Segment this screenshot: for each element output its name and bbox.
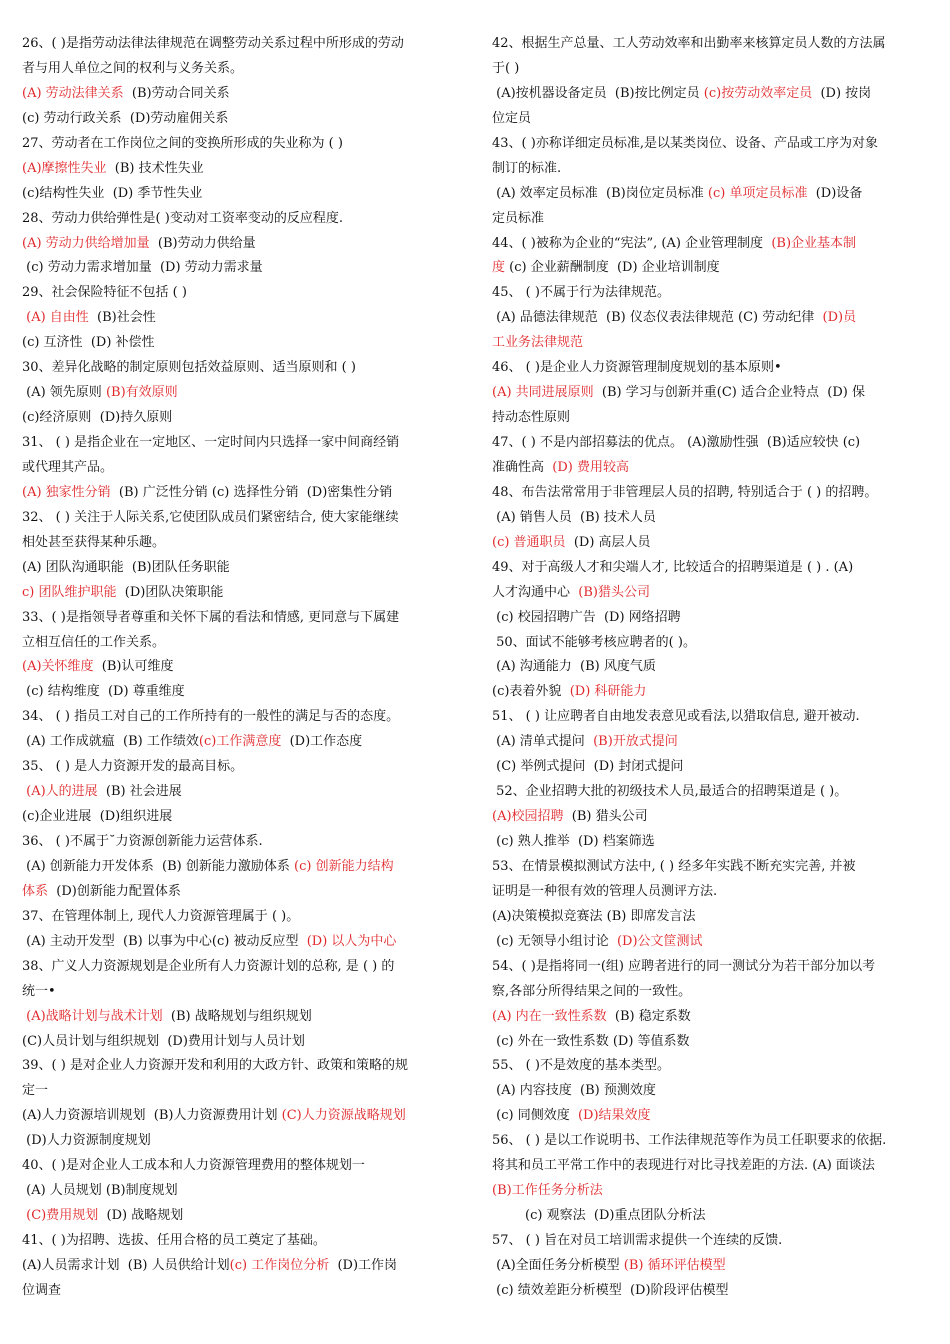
text-line	[492, 980, 932, 1005]
text-line	[492, 930, 932, 955]
text-line	[22, 556, 462, 581]
line-text: (D)人力资源制度规划	[22, 1133, 151, 1149]
line-text: (B) 战略规划与组织规划	[162, 1008, 312, 1024]
text-line	[492, 406, 932, 431]
line-text: 42、根据生产总量、工人劳动效率和出勤率来核算定员人数的方法属	[492, 36, 886, 51]
answer-text: (c) 普通职员	[492, 534, 566, 550]
answer-text: (B)工作任务分析法	[492, 1183, 603, 1199]
text-line	[492, 1054, 932, 1079]
text-line	[492, 780, 932, 805]
text-line	[22, 680, 462, 705]
left-column	[22, 32, 462, 1304]
line-text: 52、企业招聘大批的初级技术人员,最适合的招聘渠道是 ( )。	[492, 784, 848, 800]
answer-text: (A) 内在一致性系数	[492, 1008, 607, 1024]
line-text: (c) 绩效差距分析模型 (D)阶段评估模型	[492, 1282, 729, 1298]
text-line	[22, 606, 462, 631]
text-line	[22, 481, 462, 506]
text-line	[22, 930, 462, 955]
text-line	[22, 655, 462, 680]
text-line	[22, 855, 462, 880]
text-line	[22, 780, 462, 805]
line-text: (A) 内容技度 (B) 预测效度	[492, 1083, 656, 1099]
line-text: (A) 领先原则	[22, 385, 106, 401]
line-text: (B) 社会进展	[97, 784, 182, 800]
answer-text: (D)公文筐测试	[616, 933, 703, 949]
line-text: (c)结构性失业 (D) 季节性失业	[22, 185, 203, 201]
text-line	[492, 132, 932, 157]
line-text: (B) 学习与创新并重(C) 适合企业特点 (D) 保	[593, 385, 865, 401]
line-text: (C) 举例式提问 (D) 封闭式提问	[492, 759, 684, 775]
text-line	[22, 531, 462, 556]
text-line	[22, 1054, 462, 1079]
line-text: 45、 ( )不属于行为法律规范。	[492, 285, 670, 301]
text-line	[492, 581, 932, 606]
answer-text: (c) 工作岗位分析	[229, 1257, 330, 1273]
text-line	[22, 730, 462, 755]
line-text: (D)创新能力配置体系	[48, 883, 181, 899]
line-text: (c) 观察法 (D)重点团队分析法	[492, 1208, 706, 1224]
line-text: (c) 校园招聘广告 (D) 网络招聘	[492, 609, 681, 625]
line-text: 察,各部分所得结果之间的一致性。	[492, 983, 692, 999]
text-line	[492, 830, 932, 855]
text-line	[492, 107, 932, 132]
line-text: 29、社会保险特征不包括 ( )	[22, 285, 187, 301]
line-text: 定员标准	[492, 210, 545, 226]
line-text: 26、( )是指劳动法律法律规范在调整劳动关系过程中所形成的劳动	[22, 36, 404, 51]
text-line	[22, 1129, 462, 1154]
text-line	[492, 456, 932, 481]
line-text: 位调查	[22, 1282, 62, 1298]
answer-text: (A) 独家性分销	[22, 484, 111, 500]
text-line	[492, 1179, 932, 1204]
line-text: (B)劳动合同关系	[123, 85, 230, 101]
text-line	[492, 1129, 932, 1154]
text-line	[492, 556, 932, 581]
answer-text: (A) 劳动法律关系	[22, 85, 124, 101]
line-text: (A) 沟通能力 (B) 风度气质	[492, 659, 656, 675]
answer-text: (A) 劳动力供给增加量	[22, 235, 150, 251]
line-text: 32、 ( ) 关注于人际关系,它使团队成员们紧密结合, 使大家能继续	[22, 509, 399, 525]
text-line	[22, 1154, 462, 1179]
text-line	[492, 1254, 932, 1279]
text-line	[22, 705, 462, 730]
text-line	[22, 1005, 462, 1030]
answer-text: (C)费用规划	[22, 1208, 99, 1224]
line-text: (D) 战略规划	[98, 1208, 184, 1224]
text-line	[22, 107, 462, 132]
line-text: (c) 熟人推举 (D) 档案筛选	[492, 834, 655, 849]
line-text: (c)经济原则 (D)持久原则	[22, 410, 173, 426]
text-line	[22, 406, 462, 431]
text-line	[22, 905, 462, 930]
line-text: (A) 销售人员 (B) 技术人员	[492, 509, 656, 525]
line-text: 相处甚至获得某种乐趣。	[22, 534, 166, 550]
answer-text: (A) 共同进展原则	[492, 385, 594, 401]
answer-text: (B)有效原则	[105, 385, 178, 401]
text-line	[492, 256, 932, 281]
text-line	[492, 356, 932, 381]
line-text: (A) 工作成就瘟 (B) 工作绩效	[22, 734, 199, 750]
line-text: (B) 稳定系数	[606, 1008, 691, 1024]
line-text: 将其和员工平常工作中的表现进行对比寻找差距的方法. (A) 面谈法	[492, 1158, 875, 1174]
answer-text: (C)人力资源战略规划	[281, 1108, 406, 1124]
line-text: 28、劳动力供给弹性是( )变动对工资率变动的反应程度.	[22, 210, 343, 226]
line-text: (D)工作岗	[329, 1257, 398, 1273]
line-text: 27、劳动者在工作岗位之间的变换所形成的失业称为 ( )	[22, 135, 343, 151]
line-text: (A)人员需求计划 (B) 人员供给计划	[22, 1257, 230, 1273]
line-text: 56、 ( ) 是以工作说明书、工作法律规范等作为员工任职要求的依据.	[492, 1133, 887, 1149]
line-text: 50、面试不能够考核应聘者的( )。	[492, 634, 696, 650]
text-line	[22, 431, 462, 456]
line-text: (c) 劳动力需求增加量 (D) 劳动力需求量	[22, 260, 263, 276]
text-line	[492, 157, 932, 182]
text-line	[492, 331, 932, 356]
line-text: 55、 ( )不是效度的基本类型。	[492, 1058, 670, 1074]
answer-text: (D) 费用较高	[552, 459, 629, 475]
text-line	[492, 32, 932, 57]
text-line	[492, 57, 932, 82]
text-line	[492, 855, 932, 880]
text-line	[22, 1179, 462, 1204]
line-text: (D)团队决策职能	[116, 584, 224, 600]
answer-text: 体系	[22, 883, 49, 899]
text-line	[22, 331, 462, 356]
text-line	[492, 481, 932, 506]
line-text: (A) 人员规划 (B)制度规划	[22, 1183, 178, 1199]
text-line	[492, 606, 932, 631]
text-line	[22, 830, 462, 855]
text-line	[22, 381, 462, 406]
answer-text: (B)企业基本制	[771, 235, 857, 251]
line-text: (B)认可维度	[93, 659, 174, 675]
line-text: 者与用人单位之间的权利与义务关系。	[22, 60, 244, 76]
text-line	[492, 705, 932, 730]
text-line	[492, 381, 932, 406]
line-text: (A)人力资源培训规划 (B)人力资源费用计划	[22, 1108, 282, 1124]
line-text: 持动态性原则	[492, 410, 571, 426]
line-text: (c) 结构维度 (D) 尊重维度	[22, 684, 185, 700]
line-text: 立相互信任的工作关系。	[22, 634, 166, 650]
line-text: 40、( )是对企业人工成本和人力资源管理费用的整体规划一	[22, 1158, 365, 1174]
text-line	[22, 980, 462, 1005]
line-text: 38、广义人力资源规划是企业所有人力资源计划的总称, 是 ( ) 的	[22, 958, 395, 974]
line-text: 53、在情景模拟测试方法中, ( ) 经多年实践不断充实完善, 并被	[492, 858, 856, 874]
answer-text: (c) 创新能力结构	[294, 858, 394, 874]
line-text: 31、 ( ) 是指企业在一定地区、一定时间内只选择一家中间商经销	[22, 435, 400, 450]
answer-text: (c)按劳动效率定员	[703, 85, 813, 101]
line-text: 准确性高	[492, 459, 553, 475]
line-text: (c)企业进展 (D)组织进展	[22, 809, 173, 825]
text-line	[22, 32, 462, 57]
line-text: 位定员	[492, 110, 532, 126]
line-text: (C)人员计划与组织规划 (D)费用计划与人员计划	[22, 1033, 305, 1049]
line-text: 人才沟通中心	[492, 584, 579, 600]
line-text: 制订的标准.	[492, 160, 562, 176]
line-text: (D) 按岗	[812, 85, 872, 101]
text-line	[492, 680, 932, 705]
line-text: (A) 主动开发型 (B) 以事为中心(c) 被动反应型	[22, 933, 307, 949]
line-text: 51、 ( ) 让应聘者自由地发表意见或看法,以猎取信息, 避开被动.	[492, 709, 860, 725]
text-line	[22, 1229, 462, 1254]
text-line	[492, 207, 932, 232]
line-text: (A)决策模拟竞赛法 (B) 即席发言法	[492, 908, 696, 924]
answer-text: 度	[492, 260, 506, 276]
line-text: 57、 ( ) 旨在对员工培训需求提供一个连续的反馈.	[492, 1233, 783, 1248]
answer-text: (A) 自由性	[22, 310, 89, 326]
text-line	[492, 281, 932, 306]
text-line	[22, 755, 462, 780]
answer-text: (c) 单项定员标准	[707, 185, 808, 201]
line-text: 34、 ( ) 指员工对自己的工作所持有的一般性的满足与否的态度。	[22, 709, 400, 725]
text-line	[22, 306, 462, 331]
text-line	[492, 880, 932, 905]
text-line	[492, 1079, 932, 1104]
text-line	[22, 955, 462, 980]
line-text: (A) 创新能力开发体系 (B) 创新能力激励体系	[22, 858, 295, 874]
line-text: 48、布告法常常用于非管理层人员的招聘, 特别适合于 ( ) 的招聘。	[492, 484, 878, 500]
answer-text: (A)校园招聘	[492, 809, 564, 825]
right-column	[492, 32, 932, 1304]
line-text: 44、( )被称为企业的“宪法”, (A) 企业管理制度	[492, 235, 772, 251]
answer-text: c) 团队维护职能	[22, 584, 117, 600]
text-line	[22, 57, 462, 82]
line-text: (c) 企业薪酬制度 (D) 企业培训制度	[505, 260, 720, 276]
answer-text: (A)战略计划与战术计划	[22, 1008, 163, 1024]
line-text: (B)劳动力供给量	[149, 235, 256, 251]
line-text: (B) 猎头公司	[563, 809, 648, 825]
text-line	[22, 232, 462, 257]
line-text: 30、差异化战略的制定原则包括效益原则、适当原则和 ( )	[22, 360, 356, 376]
text-line	[492, 82, 932, 107]
line-text: 定一	[22, 1083, 49, 1099]
text-line	[22, 281, 462, 306]
text-line	[492, 805, 932, 830]
answer-text: (A)摩擦性失业	[22, 160, 107, 176]
text-line	[492, 1154, 932, 1179]
text-line	[22, 82, 462, 107]
answer-text: (D)员	[822, 310, 857, 326]
line-text: (B) 广泛性分销 (c) 选择性分销 (D)密集性分销	[110, 484, 393, 500]
text-line	[22, 1279, 462, 1304]
line-text: (D)工作态度	[281, 734, 363, 750]
text-line	[22, 157, 462, 182]
line-text: (c) 劳动行政关系 (D)劳动雇佣关系	[22, 110, 229, 126]
text-line	[492, 1204, 932, 1229]
text-line	[22, 1254, 462, 1279]
text-line	[492, 905, 932, 930]
line-text: (A) 品德法律规范 (B) 仪态仪表法律规范 (C) 劳动纪律	[492, 310, 823, 326]
answer-text: (A)人的进展	[22, 784, 98, 800]
line-text: 于( )	[492, 60, 520, 76]
line-text: 54、( )是指将同一(组) 应聘者进行的同一测试分为若干部分加以考	[492, 958, 876, 974]
answer-text: (D) 科研能力	[569, 684, 647, 700]
answer-text: (A)关怀维度	[22, 659, 94, 675]
line-text: 37、在管理体制上, 现代人力资源管理属于 ( )。	[22, 908, 300, 924]
line-text: 46、 ( )是企业人力资源管理制度规划的基本原则•	[492, 360, 782, 376]
line-text: (B) 技术性失业	[106, 160, 204, 176]
line-text: 43、( )亦称详细定员标准,是以某类岗位、设备、产品或工序为对象	[492, 135, 878, 151]
text-line	[22, 1204, 462, 1229]
text-line	[22, 207, 462, 232]
line-text: 证明是一种很有效的管理人员测评方法.	[492, 883, 718, 899]
answer-text: (B)开放式提问	[593, 734, 678, 750]
text-line	[22, 581, 462, 606]
line-text: 36、 ( )不属于˘力资源创新能力运营体系.	[22, 834, 263, 849]
line-text: (A) 团队沟通职能 (B)团队任务职能	[22, 559, 230, 575]
text-line	[492, 431, 932, 456]
line-text: (c) 无领导小组讨论	[492, 933, 617, 949]
text-line	[22, 1079, 462, 1104]
text-line	[492, 1229, 932, 1254]
line-text: (c) 同侧效度	[492, 1108, 578, 1124]
line-text: (c) 外在一致性系数 (D) 等值系数	[492, 1033, 690, 1049]
text-line	[22, 356, 462, 381]
line-text: 47、( ) 不是内部招募法的优点。 (A)激励性强 (B)适应较快 (c)	[492, 435, 861, 450]
answer-text: 工业务法律规范	[492, 335, 584, 351]
text-line	[22, 456, 462, 481]
text-line	[492, 531, 932, 556]
text-line	[22, 256, 462, 281]
line-text: (D) 高层人员	[565, 534, 651, 550]
line-text: (A) 清单式提问	[492, 734, 594, 750]
text-line	[22, 880, 462, 905]
text-line	[492, 631, 932, 656]
text-line	[22, 182, 462, 207]
answer-text: (B) 循环评估模型	[623, 1257, 726, 1273]
text-line	[492, 182, 932, 207]
text-line	[492, 955, 932, 980]
answer-text: (B)猎头公司	[578, 584, 650, 600]
line-text: 39、( ) 是对企业人力资源开发和利用的大政方针、政策和策略的规	[22, 1058, 408, 1074]
line-text: (c)表着外貌	[492, 684, 570, 700]
text-line	[492, 755, 932, 780]
text-line	[22, 132, 462, 157]
text-line	[22, 1030, 462, 1055]
text-line	[492, 730, 932, 755]
answer-text: (D) 以人为中心	[306, 933, 397, 949]
text-line	[492, 506, 932, 531]
line-text: 49、对于高级人才和尖端人才, 比较适合的招聘渠道是 ( ) . (A)	[492, 559, 854, 575]
answer-text: (c)工作满意度	[198, 734, 282, 750]
line-text: 33、( )是指领导者尊重和关怀下属的看法和情感, 更同意与下属建	[22, 609, 400, 625]
line-text: 35、 ( ) 是人力资源开发的最高目标。	[22, 759, 244, 775]
text-line	[22, 506, 462, 531]
line-text: 统一•	[22, 983, 56, 999]
line-text: (A)按机器设备定员 (B)按比例定员	[492, 85, 704, 101]
text-line	[492, 1030, 932, 1055]
text-line	[492, 232, 932, 257]
line-text: (D)设备	[807, 185, 863, 201]
text-line	[22, 1104, 462, 1129]
line-text: (A) 效率定员标准 (B)岗位定员标准	[492, 185, 708, 201]
line-text: (c) 互济性 (D) 补偿性	[22, 335, 155, 351]
text-line	[492, 655, 932, 680]
text-line	[492, 306, 932, 331]
answer-text: (D)结果效度	[577, 1108, 651, 1124]
text-line	[22, 631, 462, 656]
text-line	[492, 1104, 932, 1129]
line-text: (A)全面任务分析模型	[492, 1257, 624, 1273]
text-line	[22, 805, 462, 830]
line-text: (B)社会性	[88, 310, 156, 326]
text-line	[492, 1279, 932, 1304]
line-text: 41、( )为招聘、选拔、任用合格的员工奠定了基础。	[22, 1233, 326, 1248]
line-text: 或代理其产品。	[22, 459, 114, 475]
text-line	[492, 1005, 932, 1030]
